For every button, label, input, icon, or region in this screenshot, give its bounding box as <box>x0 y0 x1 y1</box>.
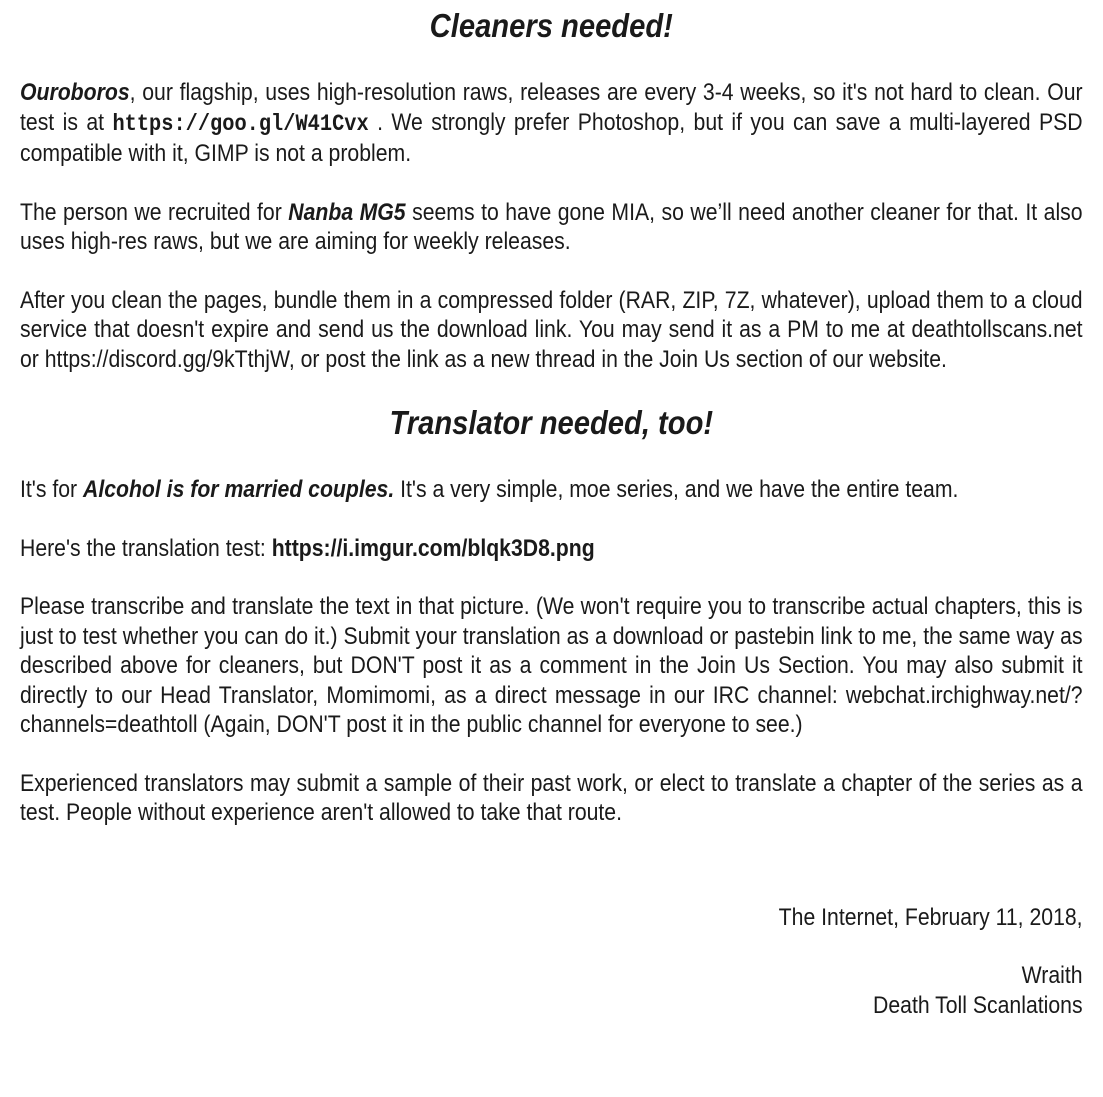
cleaners-submission-paragraph: After you clean the pages, bundle them in a compressed folder (RAR, ZIP, 7Z, whatever), upload them to a cloud service that doesn't expire and send us the download link. You may send it as a PM to me at deathtollscans.net or https://discord.gg/9kTthjW, or post the link as a new thread in the Join Us section of our website. <box>20 286 1083 373</box>
signoff-block <box>20 903 1083 1021</box>
signoff-dateline: The Internet, February 11, 2018, <box>778 903 1083 931</box>
signoff-group-name: Death Toll Scanlations <box>873 991 1083 1019</box>
cleaners-flagship-paragraph <box>20 78 1083 169</box>
series-title-alcohol-is-for-married-couples: Alcohol is for married couples. <box>82 476 395 503</box>
translator-experienced-paragraph: Experienced translators may submit a sample of their past work, or elect to translate a chapter of the series as a test. People without experience aren't allowed to take that route. <box>20 769 1083 826</box>
cleaners-nanba-paragraph <box>20 198 1083 257</box>
cleaner-test-url-text: https://goo.gl/W41Cvx <box>112 110 369 137</box>
announcement-document <box>20 6 1083 1020</box>
series-title-nanba-mg5: Nanba MG5 <box>288 198 406 226</box>
paragraph-text: It's a very simple, moe series, and we have the entire team. <box>394 476 959 503</box>
translator-instructions-paragraph: Please transcribe and translate the text in that picture. (We won't require you to transcribe actual chapters, this is just to test whether you can do it.) Submit your translation as a download or pastebin link to me, the same way as described above for cleaners, but DON'T post it as a comment in the Join Us Section. You may also submit it directly to our Head Translator, Momimomi, as a direct message in our IRC channel: webchat.irchighway.net/?channels=deathtoll (Again, DON'T post it in the public channel for everyone to see.) <box>20 593 1083 738</box>
translation-test-url-text: https://i.imgur.com/blqk3D8.png <box>271 534 595 562</box>
paragraph-text: The person we recruited for <box>20 198 289 226</box>
paragraph-text: , our flagship, uses high-resolution raws, releases are every 3-4 weeks, so it's not hard to clean. Our test is at <box>20 79 1083 136</box>
paragraph-text: . We strongly prefer Photoshop, but if you can save a multi-layered PSD compatible with it, GIMP is not a problem. <box>20 108 1083 167</box>
series-title-ouroboros: Ouroboros <box>20 79 130 106</box>
translator-heading: Translator needed, too! <box>389 404 714 441</box>
cleaners-heading: Cleaners needed! <box>429 7 673 44</box>
paragraph-text: Here's the translation test: <box>20 534 272 562</box>
translator-test-paragraph <box>20 534 1083 564</box>
paragraph-text: It's for <box>20 476 83 503</box>
signoff-author-name: Wraith <box>1021 962 1083 989</box>
translator-series-paragraph <box>20 475 1083 505</box>
paragraph-text: seems to have gone MIA, so we’ll need another cleaner for that. It also uses high-res raws, but we are aiming for weekly releases. <box>20 198 1083 255</box>
